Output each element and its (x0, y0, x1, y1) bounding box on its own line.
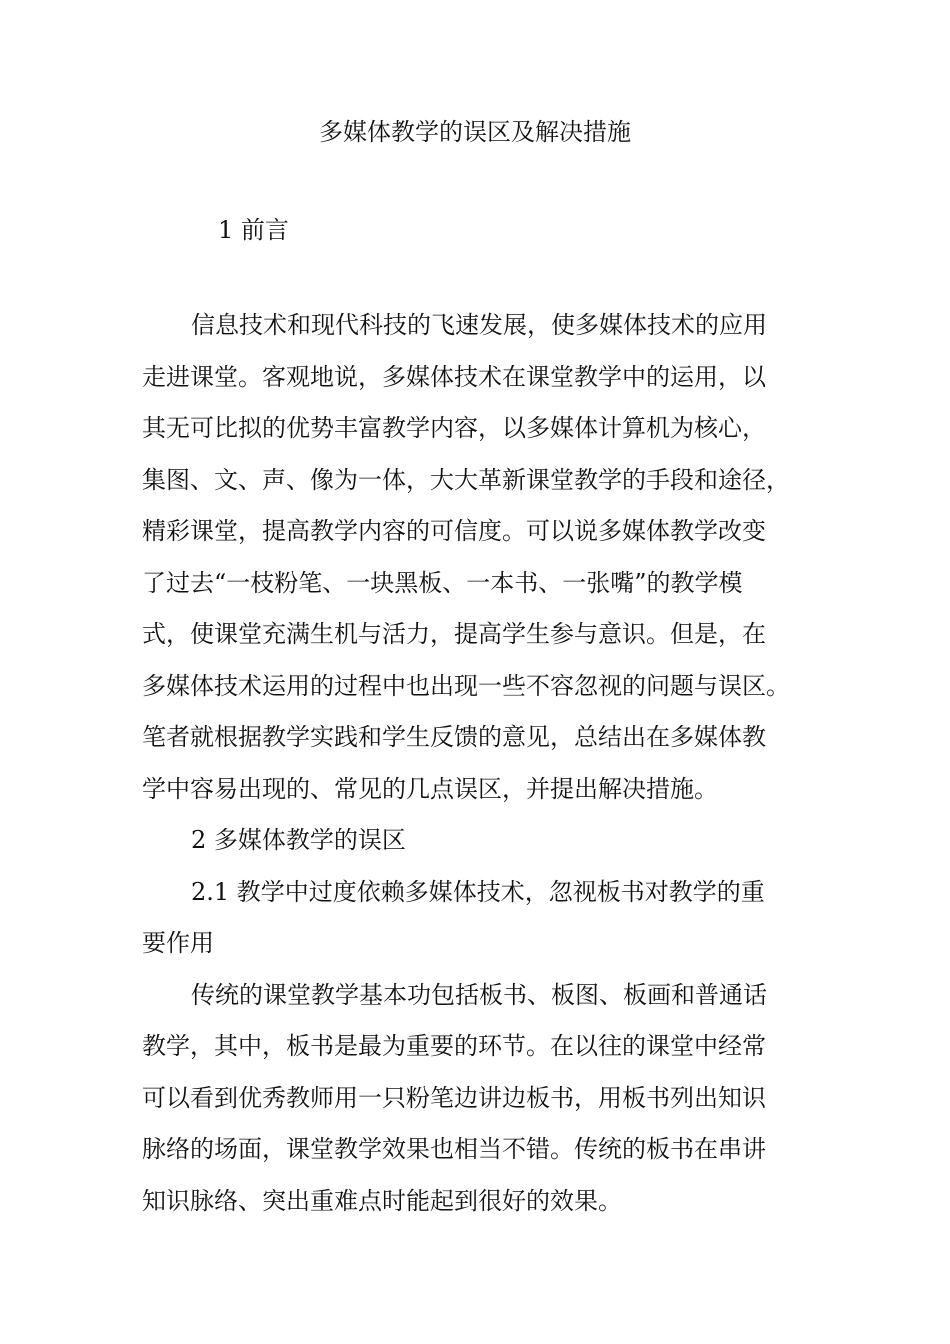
text-line: 多媒体技术运用的过程中也出现一些不容忽视的问题与误区。 (142, 671, 790, 700)
text-line: 其无可比拟的优势丰富教学内容，以多媒体计算机为核心， (142, 414, 766, 442)
text-line: 2 多媒体教学的误区 (191, 826, 406, 854)
text-line: 学中容易出现的、常见的几点误区，并提出解决措施。 (142, 774, 718, 803)
text-line: 教学，其中，板书是最为重要的环节。在以往的课堂中经常 (142, 1032, 766, 1060)
text-line: 要作用 (142, 929, 214, 957)
text-line: 走进课堂。客观地说，多媒体技术在课堂教学中的运用，以 (142, 362, 766, 391)
text-line: 信息技术和现代科技的飞速发展，使多媒体技术的应用 (191, 311, 767, 339)
section-heading-intro: 1 前言 (218, 216, 289, 244)
text-line: 传统的课堂教学基本功包括板书、板图、板画和普通话 (191, 980, 767, 1009)
text-line: 知识脉络、突出重难点时能起到很好的效果。 (142, 1186, 622, 1215)
text-line: 式，使课堂充满生机与活力，提高学生参与意识。但是，在 (142, 620, 766, 648)
document-body (142, 305, 822, 1232)
text-line: 集图、文、声、像为一体，大大革新课堂教学的手段和途径， (142, 465, 790, 494)
text-line: 可以看到优秀教师用一只粉笔边讲边板书，用板书列出知识 (142, 1083, 766, 1112)
document-title: 多媒体教学的误区及解决措施 (319, 118, 631, 146)
text-line: 脉络的场面，课堂教学效果也相当不错。传统的板书在串讲 (142, 1135, 766, 1163)
text-line: 笔者就根据教学实践和学生反馈的意见，总结出在多媒体教 (142, 723, 766, 751)
text-line: 了过去“一枝粉笔、一块黑板、一本书、一张嘴”的教学模 (142, 568, 743, 597)
text-line: 精彩课堂，提高教学内容的可信度。可以说多媒体教学改变 (142, 517, 766, 545)
text-line: 2.1 教学中过度依赖多媒体技术，忽视板书对教学的重 (191, 877, 765, 906)
